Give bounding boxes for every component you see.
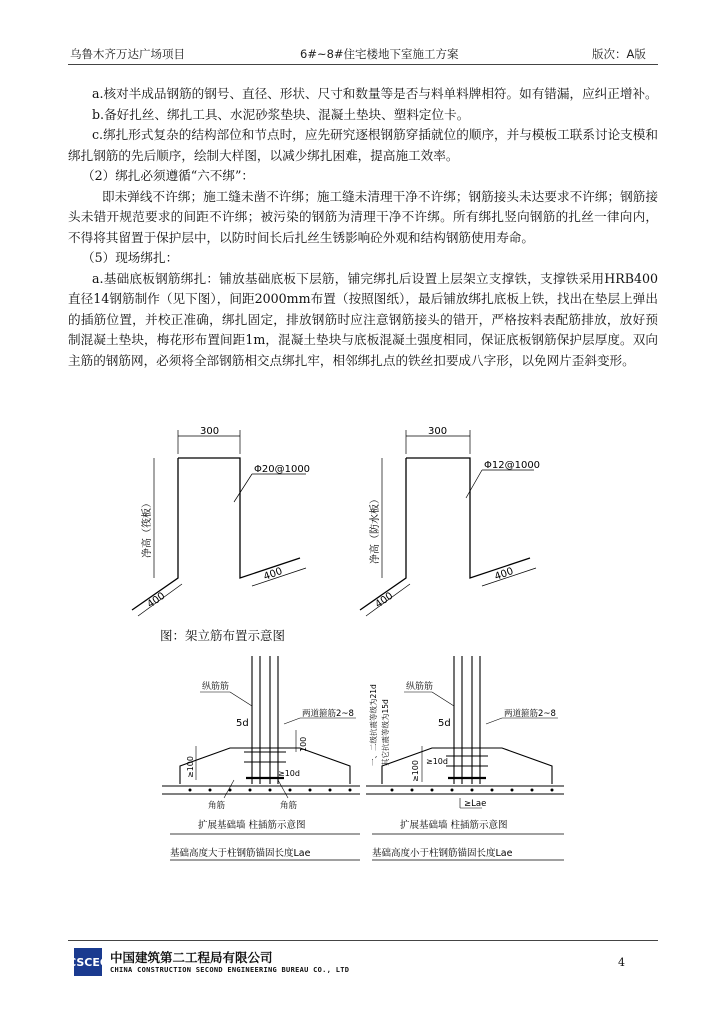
figure1-caption: 图：架立筋布置示意图 <box>160 628 286 643</box>
body-text <box>68 84 658 371</box>
header-project: 乌鲁木齐万达广场项目 <box>70 47 185 61</box>
right-side-c: ≥100 <box>411 760 420 782</box>
left-bottom-b: 角筋 <box>280 801 298 811</box>
right-side-a: 一、二级抗震等级为21d <box>369 684 378 766</box>
paragraph: b.备好扎丝、绑扎工具、水泥砂浆垫块、混凝土垫块、塑料定位卡。 <box>92 106 470 122</box>
left-title: 基础高度大于柱钢筋锚固长度Lae <box>170 848 311 859</box>
side-label-left: 净高（筏板） <box>142 498 153 558</box>
left-side: ≥100 <box>186 756 195 778</box>
dim-bottom-left-a: 400 <box>145 590 168 611</box>
right-side-b: 其它抗震等级为15d <box>381 699 390 766</box>
right-title: 基础高度小于柱钢筋锚固长度Lae <box>372 848 513 859</box>
header-divider <box>68 64 658 65</box>
footer-company-cn: 中国建筑第二工程局有限公司 <box>110 950 273 965</box>
bar-label-right: Φ12@1000 <box>484 460 541 471</box>
dim-top-right: 300 <box>428 426 448 437</box>
right-bottom: ≥Lae <box>464 799 487 809</box>
column-dowel-diagram <box>160 656 580 866</box>
page-number: 4 <box>618 956 625 969</box>
support-bar-diagram <box>110 418 590 626</box>
header-doc-title: 6#~8#住宅楼地下室施工方案 <box>300 47 459 61</box>
right-subtitle: 扩展基础墙 柱插筋示意图 <box>400 820 508 831</box>
paragraph: c.绑扎形式复杂的结构部位和节点时，应先研究逐根钢筋穿插就位的顺序，并与模板工联系讨论支模和绑扎钢筋的先后顺序，绘制大样图，以减少绑扎困难，提高施工效率。 <box>68 127 658 163</box>
paragraph-heading: （2）绑扎必须遵循“六不绑”： <box>82 168 255 183</box>
right-main-bar: 纵筋筋 <box>406 682 434 692</box>
left-subtitle: 扩展基础墙 柱插筋示意图 <box>198 820 306 831</box>
header-version: 版次：A版 <box>592 47 646 61</box>
left-150: 100 <box>299 736 308 752</box>
footer-company-en: CHINA CONSTRUCTION SECOND ENGINEERING BUREAU CO., LTD <box>110 966 350 974</box>
dim-bottom-right-b: 400 <box>493 565 515 583</box>
left-stirrup: 两道箍筋2~8 <box>302 709 354 719</box>
left-cover: ≥10d <box>278 769 300 778</box>
paragraph-heading: （5）现场绑扎： <box>82 250 179 265</box>
dim-top-left: 300 <box>200 426 220 437</box>
side-label-right: 净高（防水板） <box>370 494 381 564</box>
dim-bottom-left-b: 400 <box>262 565 284 583</box>
left-main-bar: 纵筋筋 <box>202 682 230 692</box>
dim-bottom-right-a: 400 <box>373 590 396 611</box>
paragraph: a.核对半成品钢筋的钢号、直径、形状、尺寸和数量等是否与料单料牌相符。如有错漏，应纠正增补。 <box>92 86 658 101</box>
left-bottom-a: 角筋 <box>208 801 226 811</box>
company-logo: CSCEC <box>74 948 102 976</box>
right-stirrup: 两道箍筋2~8 <box>504 709 556 719</box>
right-cover: ≥10d <box>426 757 448 766</box>
paragraph: a.基础底板钢筋绑扎：铺放基础底板下层筋，铺完绑扎后设置上层架立支撑铁，支撑铁采用HRB400直径14钢筋制作（见下图），间距2000mm布置（按照图纸），最后铺放绑扎底板上铁，找出在垫层上弹出的插筋位置，并校正准确，绑扎固定，排放钢筋时应注意钢筋接头的错开，严格按料表配筋排放，放好预制混凝土垫块，梅花形布置间距1m，混凝土垫块与底板混凝土强度相同，保证底板钢筋保护层厚度。双向主筋的钢筋网，必须将全部钢筋相交点绑扎牢，相邻绑扎点的铁丝扣要成八字形，以免网片歪斜变形。 <box>68 270 658 368</box>
right-5d: 5d <box>438 718 451 729</box>
bar-label-left: Φ20@1000 <box>254 464 311 475</box>
paragraph: 即未弹线不许绑；施工缝未凿不许绑；施工缝未清理干净不许绑；钢筋接头未达要求不许绑；钢筋接头未错开规范要求的间距不许绑；被污染的钢筋为清理干净不许绑。所有绑扎竖向钢筋的扎丝一律向内，不得将其留置于保护层中，以防时间长后扎丝生锈影响砼外观和结构钢筋使用寿命。 <box>68 188 658 245</box>
left-5d: 5d <box>236 718 249 729</box>
footer-divider <box>68 940 658 941</box>
